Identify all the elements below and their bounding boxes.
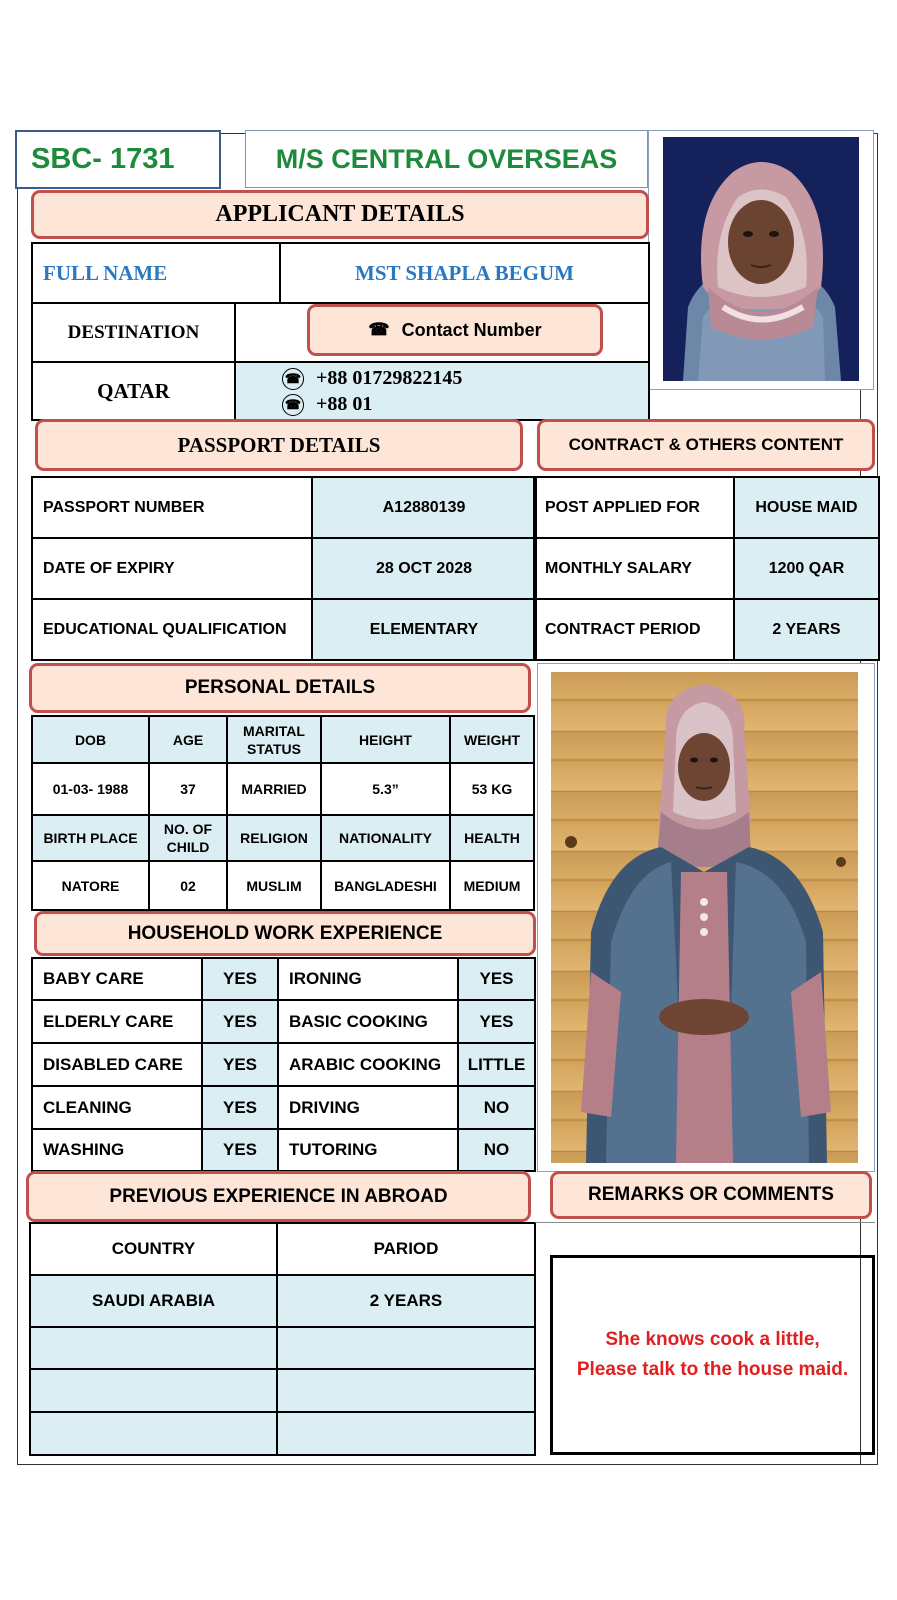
expiry-date-value: 28 OCT 2028: [312, 538, 536, 599]
post-applied-value: HOUSE MAID: [734, 477, 879, 538]
contact-number-header: [307, 304, 603, 356]
health-value: MEDIUM: [450, 861, 534, 910]
skill-disabled-care: DISABLED CARE: [32, 1043, 202, 1086]
phone-number-1: ☎ +88 01729822145: [282, 365, 648, 391]
previous-experience-table: [29, 1222, 536, 1456]
table-row: [30, 1275, 535, 1327]
children-value: 02: [149, 861, 227, 910]
expiry-date-label: DATE OF EXPIRY: [32, 538, 312, 599]
headshot-photo: [663, 137, 859, 381]
table-row: [30, 1327, 535, 1369]
religion-value: MUSLIM: [227, 861, 321, 910]
contract-period-value: 2 YEARS: [734, 599, 879, 660]
table-row: [30, 1369, 535, 1412]
religion-header: RELIGION: [227, 815, 321, 861]
monthly-salary-value: 1200 QAR: [734, 538, 879, 599]
country-cell: [30, 1369, 277, 1412]
skill-tutoring: TUTORING: [278, 1129, 458, 1171]
skill-cleaning: CLEANING: [32, 1086, 202, 1129]
reference-code: SBC- 1731: [15, 130, 221, 189]
dob-value: 01-03- 1988: [32, 763, 149, 815]
education-value: ELEMENTARY: [312, 599, 536, 660]
skill-elderly-care-value: YES: [202, 1000, 278, 1043]
phone-list: [235, 362, 649, 420]
agency-name: M/S CENTRAL OVERSEAS: [245, 130, 648, 188]
period-cell: 2 YEARS: [277, 1275, 535, 1327]
skill-driving: DRIVING: [278, 1086, 458, 1129]
remarks-divider: [535, 1222, 875, 1223]
country-header: COUNTRY: [30, 1223, 277, 1275]
passport-number-label: PASSPORT NUMBER: [32, 477, 312, 538]
height-header: HEIGHT: [321, 716, 450, 763]
health-header: HEALTH: [450, 815, 534, 861]
nationality-value: BANGLADESHI: [321, 861, 450, 910]
household-row: [32, 1129, 535, 1171]
household-experience-header: HOUSEHOLD WORK EXPERIENCE: [34, 911, 536, 956]
skill-ironing: IRONING: [278, 958, 458, 1000]
skill-arabic-cooking-value: LITTLE: [458, 1043, 535, 1086]
birth-place-header: BIRTH PLACE: [32, 815, 149, 861]
country-cell: [30, 1412, 277, 1455]
household-row: [32, 958, 535, 1000]
phone-icon: ☎: [282, 394, 304, 416]
household-row: [32, 1043, 535, 1086]
full-body-photo: [551, 672, 858, 1163]
destination-value: QATAR: [32, 362, 235, 420]
applicant-details-header: APPLICANT DETAILS: [31, 190, 649, 239]
telephone-icon: ☎: [368, 320, 390, 339]
skill-tutoring-value: NO: [458, 1129, 535, 1171]
age-value: 37: [149, 763, 227, 815]
applicant-name-table: [31, 242, 650, 304]
skill-disabled-care-value: YES: [202, 1043, 278, 1086]
passport-number-value: A12880139: [312, 477, 536, 538]
nationality-header: NATIONALITY: [321, 815, 450, 861]
birth-place-value: NATORE: [32, 861, 149, 910]
remarks-text: She knows cook a little, Please talk to the house maid.: [550, 1255, 875, 1455]
skill-washing-value: YES: [202, 1129, 278, 1171]
skill-arabic-cooking: ARABIC COOKING: [278, 1043, 458, 1086]
household-row: [32, 1000, 535, 1043]
table-row: [30, 1412, 535, 1455]
remarks-header: REMARKS OR COMMENTS: [550, 1171, 872, 1219]
skill-baby-care: BABY CARE: [32, 958, 202, 1000]
contact-number-label: Contact Number: [401, 319, 542, 340]
skill-elderly-care: ELDERLY CARE: [32, 1000, 202, 1043]
children-header: NO. OF CHILD: [149, 815, 227, 861]
contract-details-header: CONTRACT & OTHERS CONTENT: [537, 419, 875, 471]
contract-period-label: CONTRACT PERIOD: [534, 599, 734, 660]
country-cell: [30, 1327, 277, 1369]
household-row: [32, 1086, 535, 1129]
country-cell: SAUDI ARABIA: [30, 1275, 277, 1327]
personal-table: [31, 715, 535, 911]
dob-header: DOB: [32, 716, 149, 763]
full-name-value: MST SHAPLA BEGUM: [280, 243, 649, 303]
period-cell: [277, 1369, 535, 1412]
passport-table: [31, 476, 537, 661]
skill-basic-cooking: BASIC COOKING: [278, 1000, 458, 1043]
education-label: EDUCATIONAL QUALIFICATION: [32, 599, 312, 660]
phone-icon: ☎: [282, 368, 304, 390]
household-table: [31, 957, 536, 1172]
period-cell: [277, 1327, 535, 1369]
skill-baby-care-value: YES: [202, 958, 278, 1000]
weight-header: WEIGHT: [450, 716, 534, 763]
post-applied-label: POST APPLIED FOR: [534, 477, 734, 538]
skill-driving-value: NO: [458, 1086, 535, 1129]
destination-label: DESTINATION: [32, 303, 235, 362]
weight-value: 53 KG: [450, 763, 534, 815]
skill-ironing-value: YES: [458, 958, 535, 1000]
full-name-label: FULL NAME: [32, 243, 280, 303]
contract-table: [533, 476, 880, 661]
skill-basic-cooking-value: YES: [458, 1000, 535, 1043]
previous-experience-header: PREVIOUS EXPERIENCE IN ABROAD: [26, 1171, 531, 1222]
monthly-salary-label: MONTHLY SALARY: [534, 538, 734, 599]
age-header: AGE: [149, 716, 227, 763]
marital-status-value: MARRIED: [227, 763, 321, 815]
skill-washing: WASHING: [32, 1129, 202, 1171]
phone-number-2: ☎ +88 01: [282, 391, 648, 417]
height-value: 5.3”: [321, 763, 450, 815]
period-cell: [277, 1412, 535, 1455]
skill-cleaning-value: YES: [202, 1086, 278, 1129]
marital-status-header: MARITAL STATUS: [227, 716, 321, 763]
passport-details-header: PASSPORT DETAILS: [35, 419, 523, 471]
period-header: PARIOD: [277, 1223, 535, 1275]
personal-details-header: PERSONAL DETAILS: [29, 663, 531, 713]
